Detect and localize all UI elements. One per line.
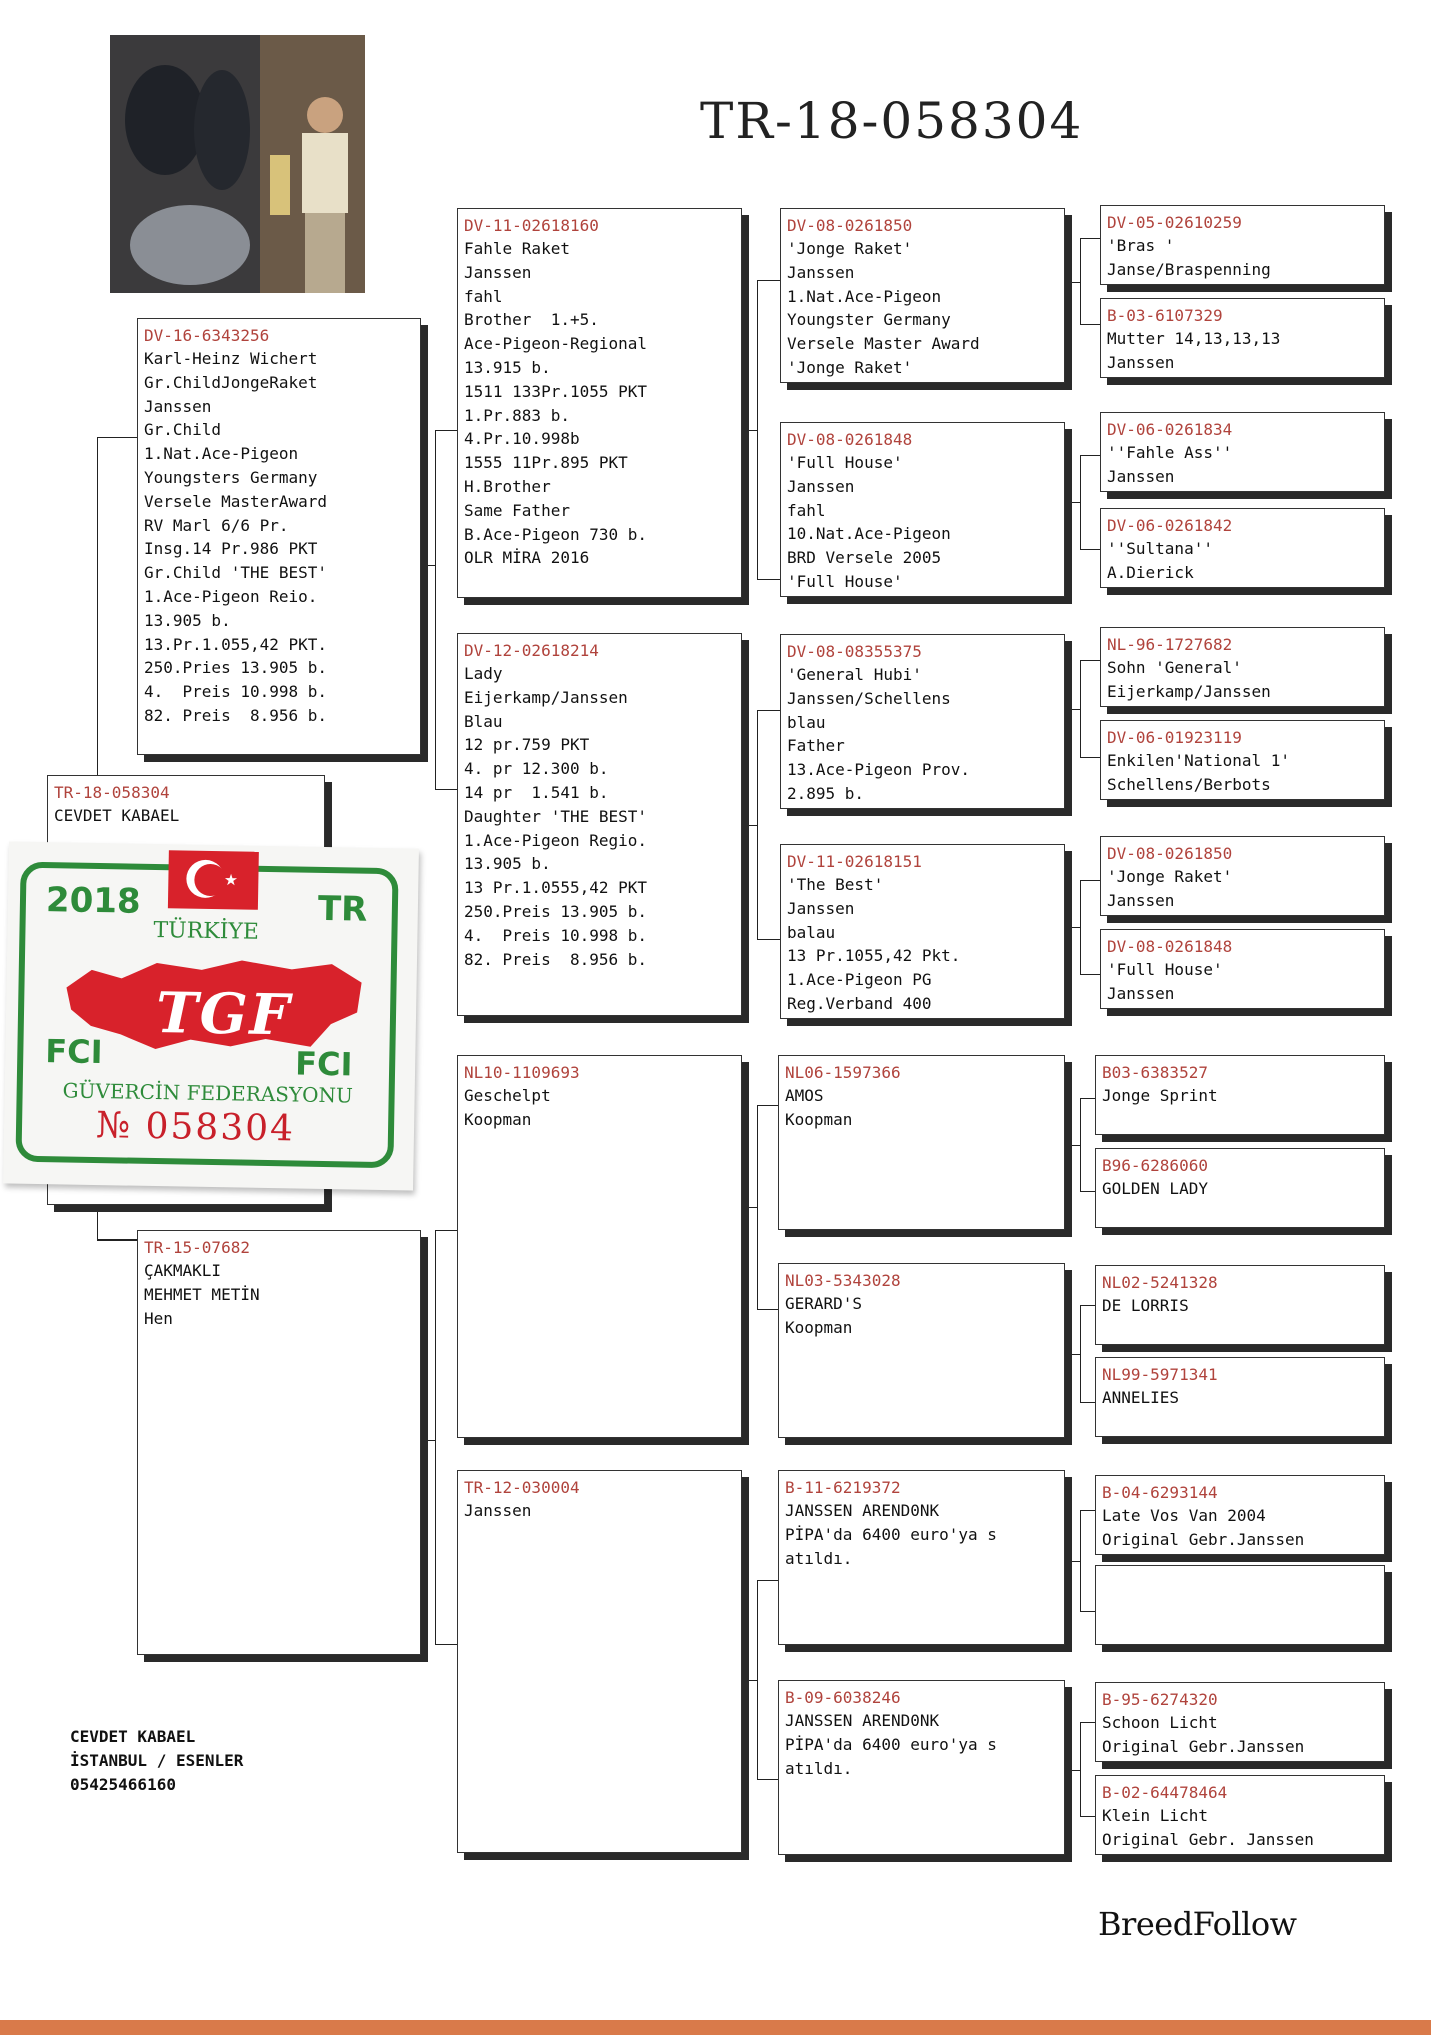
pedigree-line: 1.Ace-Pigeon PG [787, 970, 932, 990]
connector [97, 1240, 137, 1241]
g3-card[interactable] [1100, 720, 1385, 800]
ring-number: DV-06-0261842 [1107, 516, 1233, 535]
pedigree-line: GERARD'S [785, 1294, 863, 1313]
card-country: TÜRKİYE [153, 917, 260, 945]
pedigree-line: 10.Nat.Ace-Pigeon [787, 524, 951, 544]
card-code: TR [317, 888, 368, 930]
pedigree-lines [1102, 1711, 1378, 1759]
pedigree-lines [785, 1292, 1058, 1340]
connector [757, 710, 780, 940]
pedigree-lines [785, 1084, 1058, 1132]
pedigree-lines [787, 237, 1058, 380]
g3-card[interactable] [1095, 1357, 1385, 1437]
pedigree-line: Jonge Sprint [1102, 1086, 1218, 1105]
pedigree-lines [1107, 958, 1378, 1006]
connector [97, 437, 137, 800]
connector [757, 280, 780, 580]
great-grandparent-card[interactable] [780, 208, 1065, 383]
pedigree-line: Same Father [464, 500, 570, 520]
pedigree-line: Late Vos Van 2004 [1102, 1506, 1266, 1525]
ring-number: B-11-6219372 [785, 1478, 901, 1497]
pedigree-line: Janse/Braspenning [1107, 259, 1271, 279]
pedigree-lines [54, 804, 318, 828]
pedigree-line: 1.Ace-Pigeon Regio. [464, 830, 648, 850]
ring-number: DV-16-6343256 [144, 326, 270, 345]
ring-number: DV-06-01923119 [1107, 728, 1242, 747]
crescent-cutout [194, 864, 227, 897]
great-grandparent-card[interactable] [780, 422, 1065, 597]
pedigree-line: 'Full House' [787, 453, 903, 472]
connector [757, 1580, 780, 1780]
pedigree-line: 4. pr 12.300 b. [464, 759, 609, 779]
g3-card[interactable] [1100, 298, 1385, 378]
connector [1080, 660, 1100, 758]
ring-number: NL02-5241328 [1102, 1273, 1218, 1292]
pedigree-line: Koopman [785, 1317, 853, 1337]
pedigree-line: Reg.Verband 400 [787, 993, 932, 1013]
pedigree-line: Eijerkamp/Janssen [1107, 681, 1271, 701]
pedigree-line: Youngsters Germany [144, 467, 318, 487]
pedigree-line: Klein Licht [1102, 1806, 1208, 1825]
ring-number: B-95-6274320 [1102, 1690, 1218, 1709]
ring-number: NL99-5971341 [1102, 1365, 1218, 1384]
owner-block [70, 1725, 243, 1797]
connector [742, 825, 757, 826]
pedigree-line: 1.Nat.Ace-Pigeon [787, 286, 942, 306]
owner-name: CEVDET KABAEL [70, 1727, 196, 1746]
pedigree-line: 13.Ace-Pigeon Prov. [787, 760, 971, 780]
ring-number: B-02-64478464 [1102, 1783, 1228, 1802]
pedigree-line: MEHMET METİN [144, 1284, 260, 1304]
connector [1080, 880, 1100, 975]
pedigree-line: 13.905 b. [464, 854, 551, 874]
pedigree-line: 13.905 b. [144, 610, 231, 630]
ring-number: DV-06-0261834 [1107, 420, 1233, 439]
pedigree-line: Schoon Licht [1102, 1713, 1218, 1732]
card-year: 2018 [45, 880, 141, 922]
card-fci-left: FCI [45, 1032, 103, 1072]
pedigree-line: 250.Preis 13.905 b. [464, 901, 648, 921]
pedigree-lines [1107, 865, 1378, 913]
g3-card[interactable] [1100, 929, 1385, 1009]
pedigree-line: Versele MasterAward [144, 491, 328, 511]
pedigree-line: RV Marl 6/6 Pr. [144, 515, 289, 535]
g3-card[interactable] [1095, 1475, 1385, 1555]
pedigree-line: JANSSEN AREND0NK [785, 1501, 940, 1520]
connector [1065, 1770, 1080, 1771]
pedigree-line: 'Bras ' [1107, 236, 1175, 255]
flag [168, 850, 259, 910]
pedigree-line: Janssen [1107, 466, 1175, 486]
connector [1080, 455, 1100, 550]
ring-number: B96-6286060 [1102, 1156, 1208, 1175]
pedigree-lines [464, 1499, 735, 1523]
pedigree-line: 4. Preis 10.998 b. [464, 925, 648, 945]
pedigree-line: 'Jonge Raket' [1107, 867, 1233, 886]
pedigree-line: JANSSEN AREND0NK [785, 1711, 940, 1730]
pedigree-lines [144, 347, 414, 728]
pedigree-line: B.Ace-Pigeon 730 b. [464, 524, 648, 544]
pedigree-lines [787, 873, 1058, 1016]
connector [435, 430, 457, 790]
pedigree-line: H.Brother [464, 476, 551, 496]
connector [1065, 1354, 1080, 1355]
great-grandparent-card[interactable] [778, 1680, 1065, 1855]
pedigree-line: 13 Pr.1055,42 Pkt. [787, 946, 961, 966]
pedigree-line: 14 pr 1.541 b. [464, 782, 609, 802]
pedigree-line: fahl [787, 500, 826, 520]
ring-number: NL03-5343028 [785, 1271, 901, 1290]
pedigree-line: Mutter 14,13,13,13 [1107, 329, 1281, 348]
pedigree-line: Janssen [144, 396, 212, 416]
card-federation: GÜVERCİN FEDERASYONU [62, 1078, 354, 1108]
connector [742, 430, 757, 431]
pedigree-line: 1.Ace-Pigeon Reio. [144, 586, 318, 606]
pedigree-line: Eijerkamp/Janssen [464, 687, 628, 707]
connector [742, 1680, 757, 1681]
pedigree-line: Enkilen'National 1' [1107, 751, 1291, 770]
pedigree-line: Gr.Child 'THE BEST' [144, 563, 328, 583]
g3-card[interactable] [1095, 1055, 1385, 1135]
pedigree-line: ''Fahle Ass'' [1107, 443, 1233, 462]
pedigree-lines [1102, 1177, 1378, 1201]
great-grandparent-card[interactable] [780, 634, 1065, 809]
ring-number: B03-6383527 [1102, 1063, 1208, 1082]
pedigree-line: Janssen [1107, 890, 1175, 910]
pedigree-line: Janssen/Schellens [787, 688, 951, 708]
pedigree-lines [464, 237, 735, 570]
pedigree-line: atıldı. [785, 1548, 853, 1568]
grandparent-card[interactable] [457, 208, 742, 598]
pedigree-line: balau [787, 922, 836, 942]
pedigree-line: Ace-Pigeon-Regional [464, 334, 648, 354]
table-edge [0, 2020, 1431, 2035]
pedigree-line: 4. Preis 10.998 b. [144, 682, 328, 702]
g3-card[interactable] [1100, 627, 1385, 707]
pedigree-line: Lady [464, 664, 503, 683]
pedigree-line: Hen [144, 1308, 173, 1328]
pedigree-line: Original Gebr.Janssen [1102, 1736, 1305, 1756]
pedigree-line: DE LORRIS [1102, 1296, 1189, 1315]
star-icon: ★ [224, 866, 238, 892]
pedigree-line: 'Jonge Raket' [787, 239, 913, 258]
pedigree-line: Insg.14 Pr.986 PKT [144, 539, 318, 559]
pedigree-lines [1107, 234, 1378, 282]
pedigree-line: 1555 11Pr.895 PKT [464, 453, 628, 473]
pedigree-lines [1102, 1084, 1378, 1108]
pedigree-line: Father [787, 736, 845, 756]
ring-number: DV-12-02618214 [464, 641, 599, 660]
pedigree-line: Blau [464, 711, 503, 731]
sire-card[interactable] [137, 318, 421, 755]
pedigree-line: 'Jonge Raket' [787, 357, 913, 377]
pedigree-line: Schellens/Berbots [1107, 774, 1271, 794]
pedigree-line: Janssen [1107, 983, 1175, 1003]
connector [1065, 1145, 1080, 1146]
pedigree-line: Gr.ChildJongeRaket [144, 372, 318, 392]
connector [1065, 927, 1080, 928]
grandparent-card[interactable] [457, 633, 742, 1016]
connector [421, 565, 435, 566]
pedigree-line: Koopman [464, 1109, 532, 1129]
pedigree-line: Janssen [464, 1501, 532, 1520]
owner-city: İSTANBUL / ESENLER [70, 1751, 244, 1770]
pedigree-line: 4.Pr.10.998b [464, 429, 580, 449]
pedigree-line: Youngster Germany [787, 310, 951, 330]
pedigree-line: Original Gebr.Janssen [1102, 1529, 1305, 1549]
pedigree-line: 13.915 b. [464, 357, 551, 377]
ring-number: TR-18-058304 [54, 783, 170, 802]
pigeon-photo [110, 35, 365, 293]
pedigree-line: 1511 133Pr.1055 PKT [464, 381, 648, 401]
g3-card[interactable] [1095, 1265, 1385, 1345]
g3-card[interactable] [1095, 1565, 1385, 1645]
connector [1065, 502, 1080, 503]
pedigree-line: Janssen [787, 262, 855, 282]
connector [742, 1207, 757, 1208]
pedigree-line: GOLDEN LADY [1102, 1179, 1208, 1198]
pedigree-lines [1107, 327, 1378, 375]
great-grandparent-card[interactable] [778, 1470, 1065, 1645]
pedigree-line: Geschelpt [464, 1086, 551, 1105]
grandparent-card[interactable] [457, 1470, 742, 1853]
g3-card[interactable] [1095, 1148, 1385, 1228]
pedigree-lines [1107, 749, 1378, 797]
pedigree-line: Janssen [1107, 352, 1175, 372]
great-grandparent-card[interactable] [778, 1055, 1065, 1230]
pedigree-line: Daughter 'THE BEST' [464, 806, 648, 826]
ring-number: DV-11-02618151 [787, 852, 922, 871]
ring-number: DV-08-0261848 [787, 430, 913, 449]
pedigree-line: 'The Best' [787, 875, 884, 894]
g3-card[interactable] [1100, 836, 1385, 916]
ring-number: NL10-1109693 [464, 1063, 580, 1082]
pedigree-line: CEVDET KABAEL [54, 806, 180, 825]
pedigree-line: ÇAKMAKLI [144, 1261, 222, 1280]
pedigree-lines [144, 1259, 414, 1330]
pedigree-line: ''Sultana'' [1107, 539, 1213, 558]
pedigree-line: 82. Preis 8.956 b. [464, 949, 648, 969]
pedigree-line: Janssen [787, 898, 855, 918]
pedigree-line: Versele Master Award [787, 334, 980, 354]
connector [1080, 238, 1100, 325]
g3-card[interactable] [1100, 205, 1385, 285]
pedigree-line: 12 pr.759 PKT [464, 735, 590, 755]
ring-number: DV-05-02610259 [1107, 213, 1242, 232]
owner-phone: 05425466160 [70, 1775, 176, 1794]
pedigree-lines [464, 662, 735, 971]
pedigree-line: fahl [464, 286, 503, 306]
pedigree-line: blau [787, 712, 826, 732]
ring-number: NL06-1597366 [785, 1063, 901, 1082]
ring-number: TR-15-07682 [144, 1238, 250, 1257]
pedigree-lines [1102, 1294, 1378, 1318]
card-fci-right: FCI [294, 1044, 353, 1084]
pedigree-line: 'Full House' [1107, 960, 1223, 979]
pedigree-line: A.Dierick [1107, 562, 1194, 582]
connector [421, 1440, 435, 1441]
pedigree-title: TR-18-058304 [700, 92, 1084, 150]
grandparent-card[interactable] [457, 1055, 742, 1438]
g3-card[interactable] [1100, 508, 1385, 588]
connector [757, 1105, 780, 1310]
g3-card[interactable] [1095, 1682, 1385, 1762]
pedigree-line: 1.Pr.883 b. [464, 405, 570, 425]
pedigree-line: Sohn 'General' [1107, 658, 1242, 677]
ring-number: DV-08-08355375 [787, 642, 922, 661]
pedigree-lines [785, 1499, 1058, 1570]
ring-number: DV-08-0261850 [787, 216, 913, 235]
great-grandparent-card[interactable] [778, 1263, 1065, 1438]
connector [1065, 709, 1080, 710]
ring-number: B-03-6107329 [1107, 306, 1223, 325]
ring-number: DV-08-0261850 [1107, 844, 1233, 863]
pedigree-line: 2.895 b. [787, 783, 865, 803]
connector [1065, 282, 1080, 283]
pedigree-line: 1.Nat.Ace-Pigeon [144, 444, 299, 464]
pedigree-line: atıldı. [785, 1758, 853, 1778]
pedigree-lines [1107, 656, 1378, 704]
pedigree-line: BRD Versele 2005 [787, 548, 942, 568]
pedigree-line: Fahle Raket [464, 239, 570, 258]
ring-number: NL-96-1727682 [1107, 635, 1233, 654]
connector [435, 1230, 457, 1645]
great-grandparent-card[interactable] [780, 844, 1065, 1019]
pedigree-line: 82. Preis 8.956 b. [144, 705, 328, 725]
pedigree-line: Koopman [785, 1109, 853, 1129]
ring-number: TR-12-030004 [464, 1478, 580, 1497]
pedigree-line: PİPA'da 6400 euro'ya s [785, 1524, 997, 1544]
pedigree-lines [1102, 1504, 1378, 1552]
card-number: № 058304 [95, 1105, 296, 1150]
pedigree-line: PİPA'da 6400 euro'ya s [785, 1734, 997, 1754]
pedigree-line: Brother 1.+5. [464, 310, 599, 330]
ring-number: B-09-6038246 [785, 1688, 901, 1707]
ring-number: DV-08-0261848 [1107, 937, 1233, 956]
dam-card[interactable] [137, 1230, 421, 1655]
pedigree-lines [787, 451, 1058, 594]
federation-card [3, 841, 419, 1190]
ring-number: B-04-6293144 [1102, 1483, 1218, 1502]
g3-card[interactable] [1095, 1775, 1385, 1855]
g3-card[interactable] [1100, 412, 1385, 492]
card-logo: TGF [155, 980, 292, 1049]
pedigree-lines [1102, 1386, 1378, 1410]
pedigree-line: 13.Pr.1.055,42 PKT. [144, 634, 328, 654]
brand-logo: BreedFollow [1098, 1905, 1297, 1943]
pedigree-line: Janssen [787, 476, 855, 496]
connector [1065, 1561, 1080, 1562]
pedigree-line: 250.Pries 13.905 b. [144, 658, 328, 678]
ring-number: DV-11-02618160 [464, 216, 599, 235]
pedigree-lines [1107, 537, 1378, 585]
pedigree-line: Gr.Child [144, 420, 222, 440]
pedigree-lines [785, 1709, 1058, 1780]
pedigree-line: Original Gebr. Janssen [1102, 1829, 1314, 1849]
pedigree-line: 13 Pr.1.0555,42 PKT [464, 878, 648, 898]
pedigree-line: ANNELIES [1102, 1388, 1180, 1407]
pedigree-lines [464, 1084, 735, 1132]
pedigree-lines [1102, 1804, 1378, 1852]
pedigree-line: AMOS [785, 1086, 824, 1105]
pedigree-line: 'General Hubi' [787, 665, 922, 684]
pedigree-lines [787, 663, 1058, 806]
pedigree-line: Karl-Heinz Wichert [144, 349, 318, 368]
pedigree-line: OLR MİRA 2016 [464, 548, 590, 568]
pedigree-line: 'Full House' [787, 571, 903, 591]
pedigree-lines [1107, 441, 1378, 489]
pedigree-line: Janssen [464, 262, 532, 282]
